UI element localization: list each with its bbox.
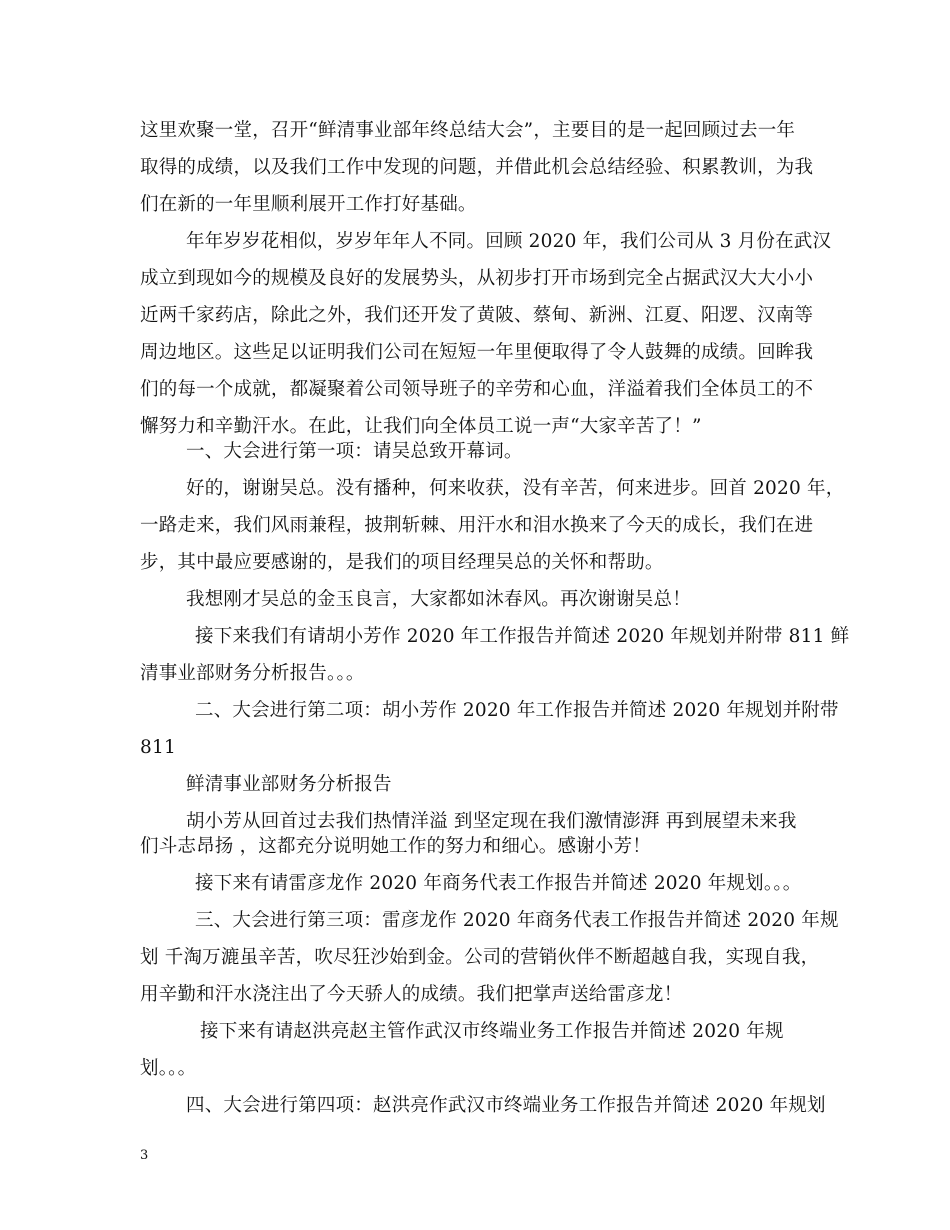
text-line: 清事业部财务分析报告。。。 [140, 663, 365, 684]
text-line: 近两千家药店，除此之外，我们还开发了黄陂、蔡甸、新洲、江夏、阳逻、汉南等 [140, 305, 814, 326]
text-line: 划。。。 [140, 1058, 197, 1079]
text-line: 一路走来，我们风雨兼程，披荆斩棘、用汗水和泪水换来了今天的成长，我们在进 [140, 515, 814, 536]
text-line: 们斗志昂扬 ，这都充分说明她工作的努力和细心。感谢小芳！ [140, 836, 651, 857]
text-line: 们在新的一年里顺利展开工作打好基础。 [140, 194, 477, 215]
text-line: 步，其中最应要感谢的，是我们的项目经理吴总的关怀和帮助。 [140, 552, 664, 573]
text-line: 接下来有请雷彦龙作 2020 年商务代表工作报告并简述 2020 年规划。。。 [195, 873, 802, 894]
text-line: 周边地区。这些足以证明我们公司在短短一年里便取得了令人鼓舞的成绩。回眸我 [140, 342, 814, 363]
text-line: 胡小芳从回首过去我们热情洋溢 到坚定现在我们激情澎湃 再到展望未来我 [186, 811, 797, 832]
text-line: 这里欢聚一堂，召开“鲜清事业部年终总结大会”，主要目的是一起回顾过去一年 [140, 120, 796, 141]
text-line: 二、大会进行第二项：胡小芳作 2020 年工作报告并简述 2020 年规划并附带 [195, 700, 839, 721]
text-line: 鲜清事业部财务分析报告 [186, 774, 392, 795]
text-line: 成立到现如今的规模及良好的发展势头，从初步打开市场到完全占据武汉大大小小 [140, 268, 814, 289]
text-line: 取得的成绩，以及我们工作中发现的问题，并借此机会总结经验、积累教训，为我 [140, 157, 814, 178]
text-line: 好的，谢谢吴总。没有播种，何来收获，没有辛苦，何来进步。回首 2020 年， [186, 478, 845, 499]
text-line: 接下来我们有请胡小芳作 2020 年工作报告并简述 2020 年规划并附带 811 鲜 [195, 626, 850, 647]
text-line: 接下来有请赵洪亮赵主管作武汉市终端业务工作报告并简述 2020 年规 [200, 1021, 784, 1042]
text-line: 年年岁岁花相似，岁岁年年人不同。回顾 2020 年，我们公司从 3 月份在武汉 [186, 231, 832, 252]
page-number: 3 [140, 1148, 149, 1163]
text-line: 我想刚才吴总的金玉良言，大家都如沐春风。再次谢谢吴总！ [186, 589, 691, 610]
text-line: 四、大会进行第四项：赵洪亮作武汉市终端业务工作报告并简述 2020 年规划 [186, 1095, 826, 1116]
text-line: 一、大会进行第一项：请吴总致开幕词。 [186, 441, 523, 462]
text-line: 用辛勤和汗水浇注出了今天骄人的成绩。我们把掌声送给雷彦龙！ [140, 984, 683, 1005]
text-line: 们的每一个成就，都凝聚着公司领导班子的辛劳和心血，洋溢着我们全体员工的不 [140, 379, 814, 400]
text-line: 懈努力和辛勤汗水。在此，让我们向全体员工说一声“大家辛苦了！” [140, 416, 702, 437]
text-line: 811 [140, 737, 176, 758]
text-line: 三、大会进行第三项：雷彦龙作 2020 年商务代表工作报告并简述 2020 年规 [195, 910, 839, 931]
text-line: 划 千淘万漉虽辛苦，吹尽狂沙始到金。公司的营销伙伴不断超越自我，实现自我， [140, 947, 820, 968]
